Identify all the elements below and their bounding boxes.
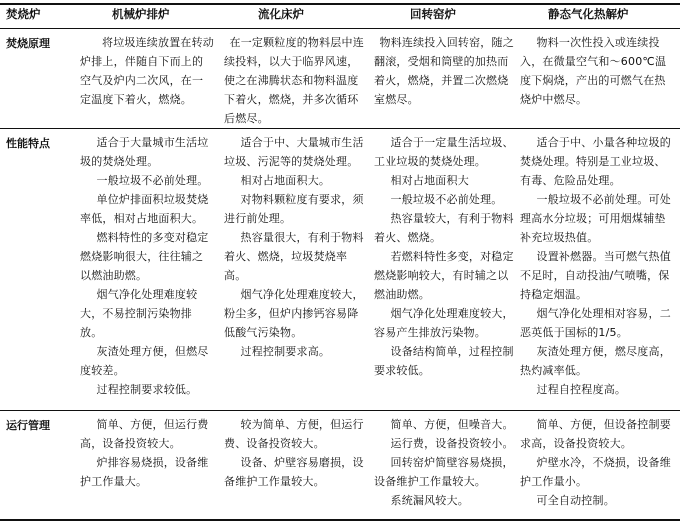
paragraph: 运行费，设备投资较小。	[390, 437, 514, 450]
paragraph: 设置补燃器。当可燃气热值不足时，自动投油/气喷嘴，保持稳定烟温。	[520, 250, 671, 301]
paragraph: 一般垃圾不必前处理。可处理高水分垃圾；可用烟煤辅垫补充垃圾热值。	[520, 193, 671, 244]
header-rule	[0, 28, 680, 29]
top-rule	[0, 3, 680, 5]
paragraph: 一般垃圾不必前处理。	[96, 174, 209, 187]
paragraph: 相对占地面积大	[390, 174, 469, 187]
paragraph: 适合于中、小量各种垃圾的焚烧处理。特别是工业垃圾、有毒、危险品处理。	[520, 136, 671, 187]
paragraph: 烟气净化处理难度较大，容易产生排放污染物。	[374, 307, 514, 339]
paragraph: 烟气净化处理难度较大，粉尘多，但炉内掺钙容易降低酸气污染物。	[224, 288, 364, 339]
paragraph: 可全自动控制。	[536, 494, 615, 507]
paragraph: 适合于一定量生活垃圾、工业垃圾的焚烧处理。	[374, 136, 514, 168]
paragraph: 灰渣处理方便，但燃尽度较差。	[80, 345, 209, 377]
paragraph: 物料连续投入回转窑，随之翻滚，受烟和筒壁的加热而着火，燃烧，并置二次燃烧室燃尽。	[374, 36, 514, 106]
row-label-operation: 运行管理	[6, 419, 50, 432]
row-rule-1	[0, 128, 680, 129]
paragraph: 过程自控程度高。	[536, 383, 627, 396]
paragraph: 设备、炉壁容易磨损，设备维护工作量较大。	[224, 456, 364, 488]
row-rule-2	[0, 410, 680, 411]
paragraph: 过程控制要求较低。	[96, 383, 198, 396]
paragraph: 炉壁水冷，不烧损，设备维护工作量小。	[520, 456, 671, 488]
paragraph: 热容量较大，有利于物料着火、燃烧。	[374, 212, 514, 244]
paragraph: 单位炉排面积垃圾焚烧率低，相对占地面积大。	[80, 193, 209, 225]
cell-principle-rotary	[374, 33, 514, 109]
paragraph: 一般垃圾不必前处理。	[390, 193, 503, 206]
paragraph: 相对占地面积大。	[240, 174, 331, 187]
cell-principle-fluidized	[224, 33, 366, 128]
paragraph: 灰渣处理方便，燃尽度高，热灼减率低。	[520, 345, 671, 377]
paragraph: 较为简单、方便，但运行费、设备投资较大。	[224, 418, 364, 450]
cell-principle-grate	[80, 33, 214, 109]
cell-operation-fluidized	[224, 415, 366, 491]
paragraph: 热容量很大，有利于物料着火、燃烧，垃圾焚烧率高。	[224, 231, 364, 282]
paragraph: 物料一次性投入或连续投入，在微量空气和～600℃温度下焖烧，产出的可燃气在热烧炉中燃尽。	[520, 36, 667, 106]
row-label-principle: 焚烧原理	[6, 37, 50, 50]
paragraph: 系统漏风较大。	[390, 494, 469, 507]
paragraph: 将垃圾连续放置在转动炉排上，伴随自下而上的空气及炉内二次风，在一定温度下着火，燃烧。	[80, 36, 214, 106]
cell-performance-fluidized	[224, 133, 366, 361]
cell-operation-pyrolysis	[520, 415, 676, 510]
paragraph: 炉排容易烧损，设备维护工作量大。	[80, 456, 209, 488]
paragraph: 回转窑炉简壁容易烧损，设备维护工作量较大。	[374, 456, 514, 488]
cell-operation-grate	[80, 415, 214, 491]
paragraph: 燃料特性的多变对稳定燃烧影响很大，往往辅之以燃油助燃。	[80, 231, 209, 282]
paragraph: 过程控制要求高。	[240, 345, 331, 358]
paragraph: 烟气净化处理难度较大，不易控制污染物排放。	[80, 288, 198, 339]
cell-performance-pyrolysis	[520, 133, 676, 399]
cell-performance-grate	[80, 133, 214, 399]
paragraph: 简单、方便，但设备控制要求高，设备投资较大。	[520, 418, 671, 450]
paragraph: 烟气净化处理相对容易，二恶英低于国标的1/5。	[520, 307, 671, 339]
paragraph: 适合于大量城市生活垃圾的焚烧处理。	[80, 136, 209, 168]
bottom-rule	[0, 519, 680, 521]
cell-performance-rotary	[374, 133, 514, 380]
header-cell-pyrolysis: 静态气化热解炉	[548, 7, 629, 21]
paragraph: 在一定颗粒度的物料层中连续投料，以大于临界风速，使之在沸腾状态和物料温度下着火，燃烧，并多次循环后燃尽。	[224, 36, 364, 125]
row-label-performance: 性能特点	[6, 137, 50, 150]
header-cell-grate: 机械炉排炉	[112, 7, 170, 21]
paragraph: 适合于中、大量城市生活垃圾、污泥等的焚烧处理。	[224, 136, 364, 168]
cell-operation-rotary	[374, 415, 514, 510]
paragraph: 简单、方便，但噪音大。	[390, 418, 514, 431]
header-cell-fluidized: 流化床炉	[258, 7, 304, 21]
cell-principle-pyrolysis	[520, 33, 676, 109]
header-cell-furnace: 焚烧炉	[6, 7, 41, 21]
header-cell-rotary: 回转窑炉	[410, 7, 456, 21]
paragraph: 设备结构简单，过程控制要求较低。	[374, 345, 514, 377]
paragraph: 若燃料特性多变，对稳定燃烧影响较大，有时辅之以燃油助燃。	[374, 250, 514, 301]
paragraph: 简单、方便，但运行费高，设备投资较大。	[80, 418, 209, 450]
paragraph: 对物料颗粒度有要求，须进行前处理。	[224, 193, 364, 225]
